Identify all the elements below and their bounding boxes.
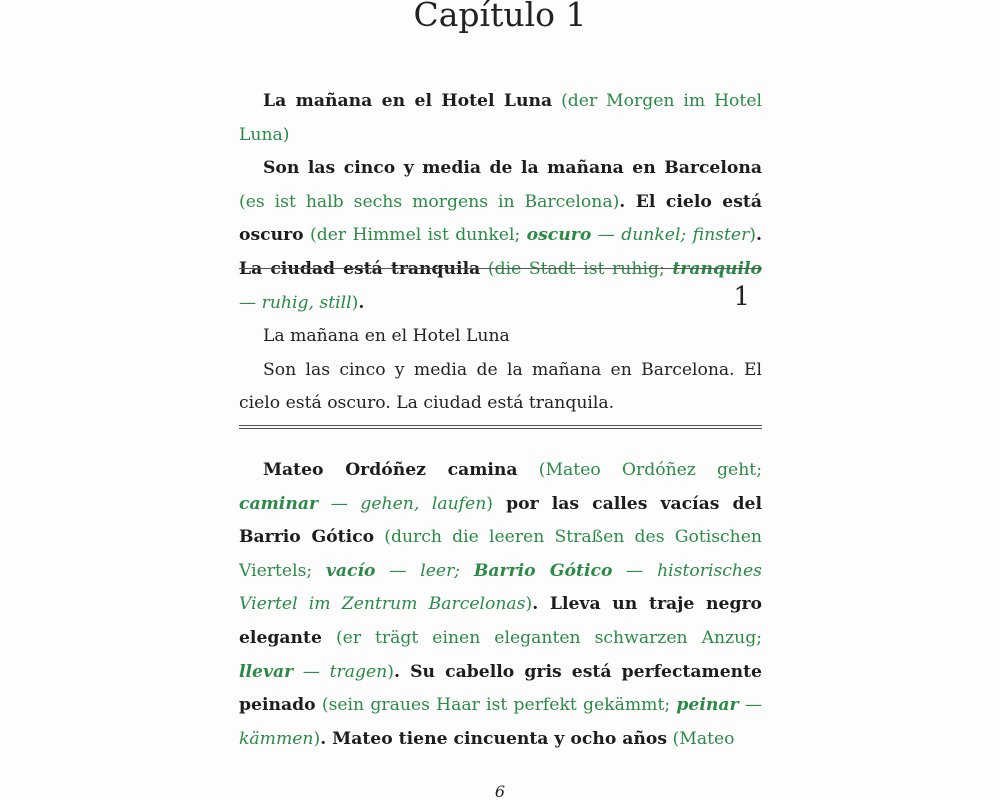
german-heading: (der Morgen im Hotel Luna) xyxy=(239,91,762,145)
spanish-text: Son las cinco y media de la mañana en Barcelona xyxy=(263,158,762,179)
german-gloss: (die Stadt ist ruhig; tranquilo — ruhig, still) xyxy=(239,258,763,313)
spanish-heading: La mañana en el Hotel Luna xyxy=(263,91,553,111)
spanish-text: . Mateo tiene cincuenta y ocho años xyxy=(320,728,668,749)
german-gloss: (durch die leeren Straßen des Gotischen Viertels; vacío — leer; Barrio Gótico — historisches Viertel im Zentrum Barcelonas) xyxy=(239,527,762,615)
german-gloss: (Mateo Ordóñez geht; caminar — gehen, laufen) xyxy=(239,460,762,514)
german-gloss: (sein graues Haar ist perfekt gekämmt; peinar — kämmen) xyxy=(239,695,763,749)
bilingual-paragraph-1 xyxy=(239,152,762,320)
plain-paragraph: Son las cinco y media de la mañana en Barcelona. El cielo está oscuro. La ciudad está tranquila. xyxy=(239,359,762,414)
divider xyxy=(239,268,762,269)
bilingual-block-1 xyxy=(239,85,762,320)
plain-block xyxy=(239,320,762,421)
double-divider xyxy=(239,425,762,429)
spanish-text: . La ciudad está tranquila xyxy=(239,225,762,279)
german-gloss: (er trägt einen eleganten schwarzen Anzug; llevar — tragen) xyxy=(239,627,762,682)
spanish-text: . El cielo está oscuro xyxy=(239,191,762,246)
spanish-text: . Lleva un traje negro elegante xyxy=(239,594,762,648)
chapter-title: Capítulo 1 xyxy=(413,0,587,34)
heading-paragraph xyxy=(239,85,762,152)
section-number: 1 xyxy=(733,282,750,312)
plain-heading: La mañana en el Hotel Luna xyxy=(263,326,510,346)
spanish-text: Mateo Ordóñez camina xyxy=(263,460,518,480)
spanish-text: . xyxy=(358,292,365,313)
bilingual-block-2 xyxy=(239,454,762,756)
spanish-text: . Su cabello gris está perfectamente peinado xyxy=(239,661,762,716)
german-gloss: (es ist halb sechs morgens in Barcelona) xyxy=(239,191,620,212)
page-number: 6 xyxy=(494,782,506,801)
german-gloss: (der Himmel ist dunkel; oscuro — dunkel; finster) xyxy=(310,225,757,246)
bilingual-paragraph-2 xyxy=(239,454,762,756)
spanish-text: por las calles vacías del Barrio Gótico xyxy=(239,493,763,548)
german-gloss: (Mateo xyxy=(672,728,735,749)
